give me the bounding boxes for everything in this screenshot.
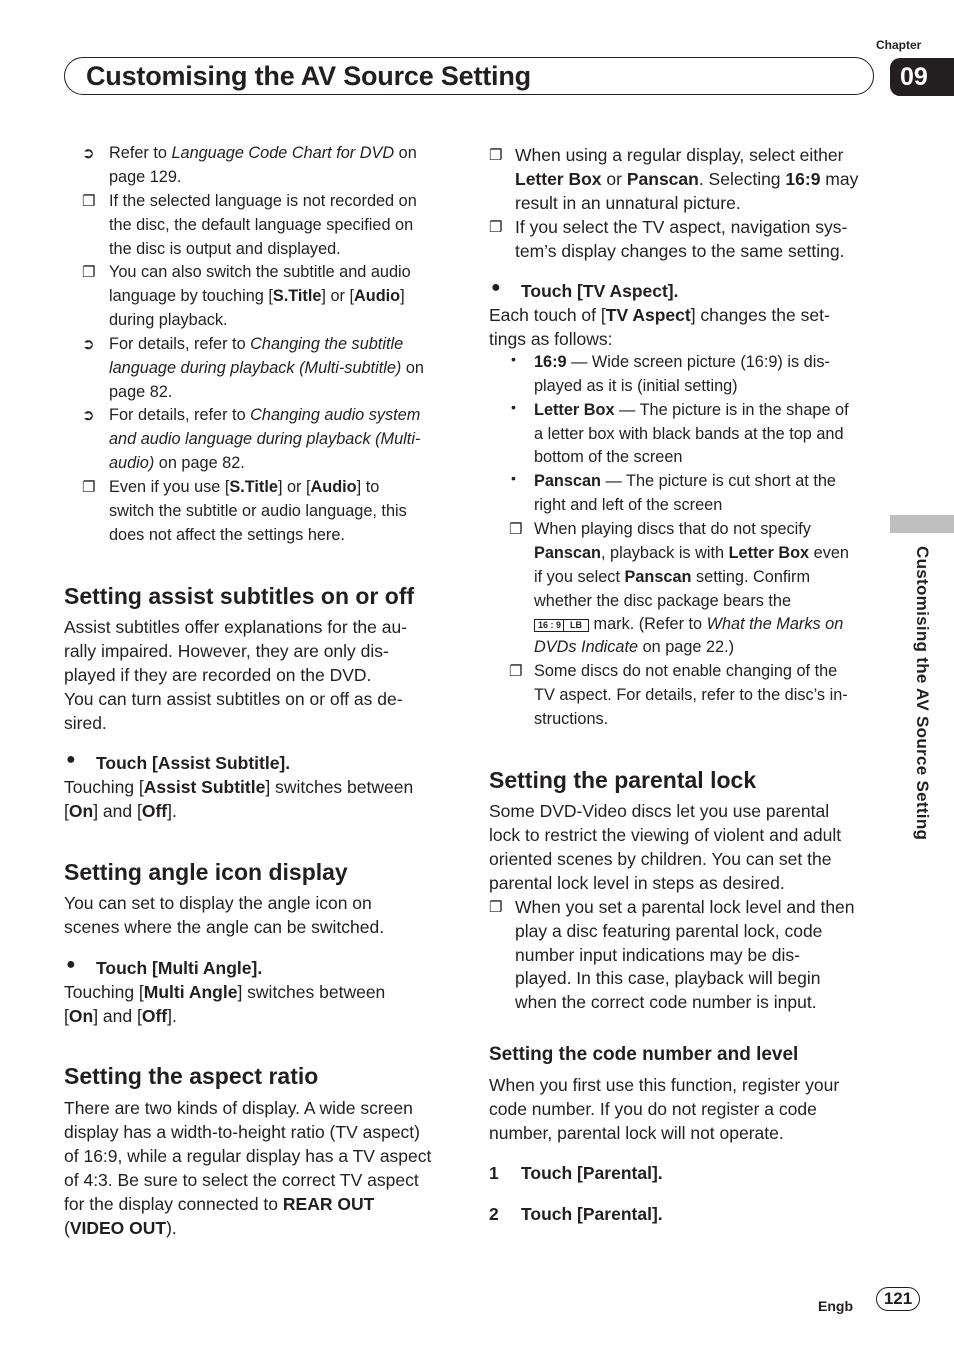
section-heading: Setting the aspect ratio [64, 1063, 319, 1089]
note-line: tem’s display changes to the same setting. [515, 241, 845, 261]
side-tab-text: Customising the AV Source Setting [913, 546, 932, 841]
paragraph-line: (VIDEO OUT). [64, 1218, 177, 1238]
list-item-line: You can also switch the subtitle and audio [109, 263, 411, 281]
paragraph-line: number, parental lock will not operate. [489, 1123, 784, 1143]
option-line: Panscan — The picture is cut short at the [534, 472, 836, 490]
step-instruction: Touch [Parental]. [521, 1163, 663, 1183]
note-line: when the correct code number is input. [515, 992, 817, 1012]
section-heading: Setting the parental lock [489, 767, 757, 793]
note-line: Some discs do not enable changing of the [534, 662, 838, 680]
paragraph-line: tings as follows: [489, 329, 613, 349]
list-item-line: language by touching [S.Title] or [Audio] [109, 287, 405, 305]
step-instruction: Touch [Assist Subtitle]. [96, 753, 291, 773]
page-title: Customising the AV Source Setting [86, 61, 531, 91]
note-line: Letter Box or Panscan. Selecting 16:9 may [515, 169, 859, 189]
arrow-icon: ➲ [82, 407, 95, 424]
paragraph-line: lock to restrict the viewing of violent and adult [489, 825, 842, 845]
arrow-icon: ➲ [82, 145, 95, 162]
option-line: bottom of the screen [534, 448, 683, 466]
paragraph-line: You can turn assist subtitles on or off as de- [64, 689, 403, 709]
note-box-icon: ❐ [489, 219, 503, 236]
paragraph-line: [On] and [Off]. [64, 801, 177, 821]
list-item-line: switch the subtitle or audio language, this [109, 502, 407, 520]
list-item-line: For details, refer to Changing audio system [109, 406, 421, 424]
list-item: Refer to Language Code Chart for DVD on [109, 144, 417, 162]
section-heading: Setting assist subtitles on or off [64, 583, 415, 609]
note-line: 16 : 9 LB mark. (Refer to What the Marks on [534, 613, 843, 637]
paragraph-line: oriented scenes by children. You can set the [489, 849, 832, 869]
note-line: result in an unnatural picture. [515, 193, 741, 213]
option-line: 16:9 — Wide screen picture (16:9) is dis- [534, 353, 830, 371]
paragraph-line: Some DVD-Video discs let you use parental [489, 801, 830, 821]
step-number: 1 [489, 1163, 499, 1183]
paragraph-line: sired. [64, 713, 107, 733]
paragraph-line: parental lock level in steps as desired. [489, 873, 785, 893]
paragraph-line: You can set to display the angle icon on [64, 893, 372, 913]
subsection-heading: Setting the code number and level [489, 1044, 799, 1065]
step-bullet-icon: ● [66, 751, 76, 768]
list-item-line: language during playback (Multi-subtitle) on [109, 359, 424, 377]
aspect-mark-lb: LB [563, 619, 589, 632]
note-line: DVDs Indicate on page 22.) [534, 638, 735, 656]
list-item-line: the disc, the default language specified on [109, 216, 414, 234]
list-item-line: For details, refer to Changing the subtitle [109, 335, 404, 353]
paragraph-line: scenes where the angle can be switched. [64, 917, 385, 937]
list-item-line: page 129. [109, 168, 182, 186]
list-item-line: the disc is output and displayed. [109, 240, 341, 258]
note-line: TV aspect. For details, refer to the disc’s in- [534, 686, 848, 704]
option-line: played as it is (initial setting) [534, 377, 738, 395]
dot-bullet-icon: • [511, 470, 516, 486]
paragraph-line: Each touch of [TV Aspect] changes the set- [489, 305, 830, 325]
note-line: When using a regular display, select either [515, 145, 844, 165]
list-item-line: during playback. [109, 311, 228, 329]
paragraph-line: display has a width-to-height ratio (TV aspect) [64, 1122, 420, 1142]
note-box-icon: ❐ [82, 479, 96, 496]
paragraph-line: There are two kinds of display. A wide screen [64, 1098, 413, 1118]
note-box-icon: ❐ [489, 147, 503, 164]
note-box-icon: ❐ [509, 521, 523, 538]
arrow-icon: ➲ [82, 336, 95, 353]
paragraph-line: played if they are recorded on the DVD. [64, 665, 372, 685]
list-item-line: and audio language during playback (Multi- [109, 430, 421, 448]
chapter-label: Chapter [876, 38, 922, 52]
note-line: whether the disc package bears the [534, 592, 792, 610]
note-box-icon: ❐ [509, 663, 523, 680]
step-bullet-icon: ● [491, 279, 501, 296]
step-instruction: Touch [Multi Angle]. [96, 958, 263, 978]
note-line: played. In this case, playback will begin [515, 968, 821, 988]
paragraph-line: rally impaired. However, they are only dis- [64, 641, 389, 661]
note-line: play a disc featuring parental lock, code [515, 921, 823, 941]
language-code: Engb [818, 1298, 853, 1314]
note-line: When playing discs that do not specify [534, 520, 811, 538]
section-heading: Setting angle icon display [64, 859, 348, 885]
list-item-line: does not affect the settings here. [109, 526, 345, 544]
option-line: right and left of the screen [534, 496, 723, 514]
list-item-line: If the selected language is not recorded on [109, 192, 417, 210]
paragraph-line: When you first use this function, register your [489, 1075, 840, 1095]
note-line: structions. [534, 710, 609, 728]
step-bullet-icon: ● [66, 956, 76, 973]
paragraph-line: of 4:3. Be sure to select the correct TV aspect [64, 1170, 419, 1190]
paragraph-line: Touching [Assist Subtitle] switches between [64, 777, 414, 797]
note-box-icon: ❐ [489, 899, 503, 916]
dot-bullet-icon: • [511, 351, 516, 367]
note-line: if you select Panscan setting. Confirm [534, 568, 811, 586]
step-instruction: Touch [TV Aspect]. [521, 281, 679, 301]
dot-bullet-icon: • [511, 399, 516, 415]
note-line: When you set a parental lock level and then [515, 897, 855, 917]
note-line: number input indications may be dis- [515, 945, 801, 965]
step-number: 2 [489, 1204, 499, 1224]
page-number: 121 [876, 1287, 920, 1311]
aspect-mark-16-9: 16 : 9 [534, 619, 564, 632]
paragraph-line: for the display connected to REAR OUT [64, 1194, 375, 1214]
note-box-icon: ❐ [82, 193, 96, 210]
note-line: If you select the TV aspect, navigation sys- [515, 217, 848, 237]
paragraph-line: code number. If you do not register a code [489, 1099, 817, 1119]
list-item-line: audio) on page 82. [109, 454, 245, 472]
option-line: a letter box with black bands at the top and [534, 425, 844, 443]
chapter-number: 09 [890, 58, 954, 96]
note-line: Panscan, playback is with Letter Box even [534, 544, 849, 562]
paragraph-line: of 16:9, while a regular display has a TV aspect [64, 1146, 432, 1166]
step-instruction: Touch [Parental]. [521, 1204, 663, 1224]
paragraph-line: [On] and [Off]. [64, 1006, 177, 1026]
paragraph-line: Assist subtitles offer explanations for the au- [64, 617, 408, 637]
list-item-line: page 82. [109, 383, 173, 401]
side-tab-marker [890, 515, 954, 533]
option-line: Letter Box — The picture is in the shape of [534, 401, 849, 419]
note-box-icon: ❐ [82, 264, 96, 281]
paragraph-line: Touching [Multi Angle] switches between [64, 982, 386, 1002]
list-item-line: Even if you use [S.Title] or [Audio] to [109, 478, 380, 496]
